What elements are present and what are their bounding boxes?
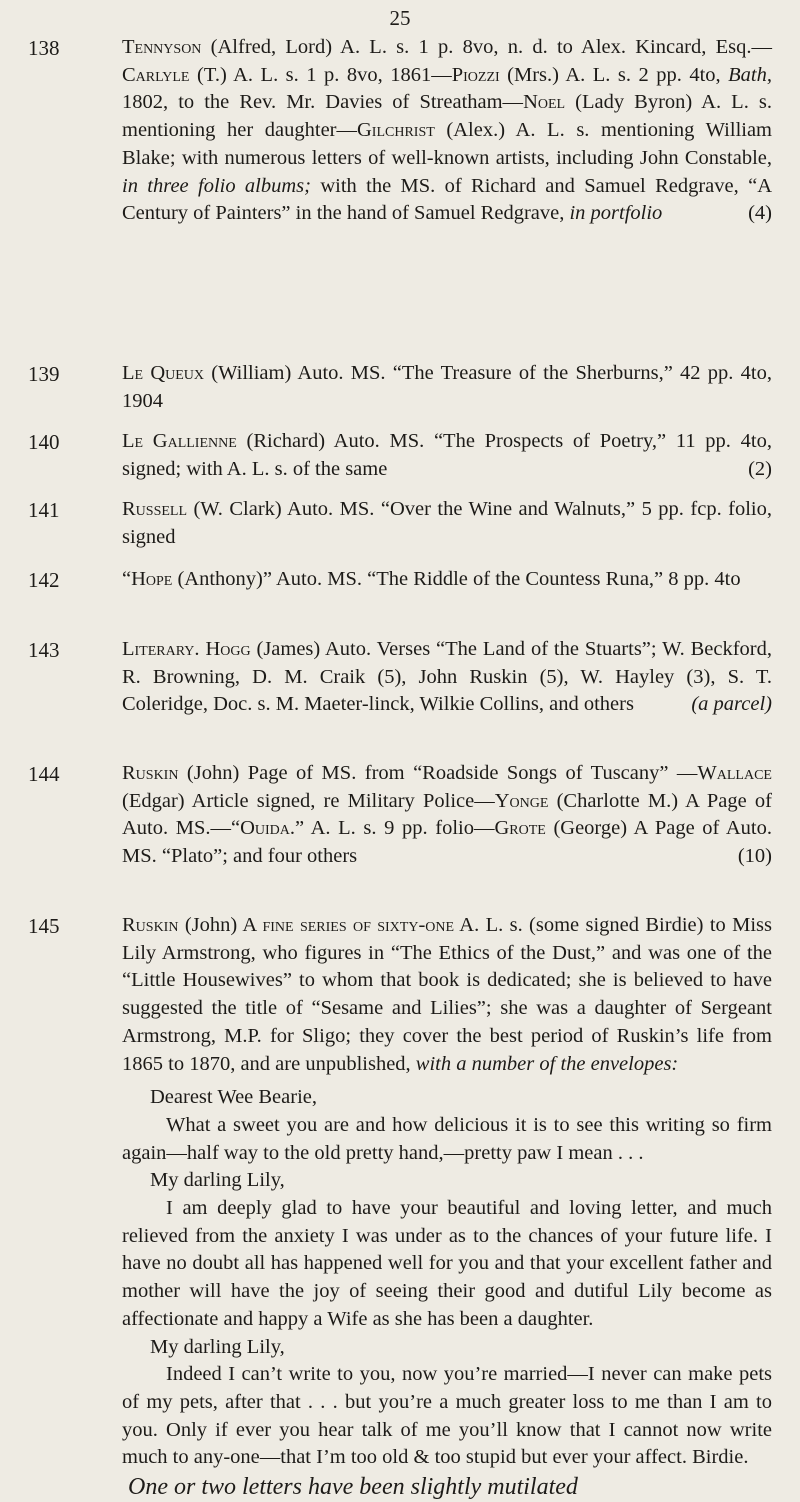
entry-description: Le Gallienne (Richard) Auto. MS. “The Prospects of Poetry,” 11 pp. 4to, signed; with A. L. s. of the same (2): [122, 428, 772, 483]
section-heading: Literary.: [122, 638, 200, 660]
author-name: Tennyson: [122, 36, 202, 58]
entry-description: Ruskin (John) A fine series of sixty-one A. L. s. (some signed Birdie) to Miss Lily Armstrong, who figures in “The Ethics of the Dust,” and was one of the “Little Housewives” to whom that book is dedicated; she is believed to have suggested the title of “Sesame and Lilies”; she was a daughter of Sergeant Armstrong, M.P. for Sligo; they cover the best period of Ruskin’s life from 1865 to 1870, and are unpublished, with a number of the envelopes: Dearest Wee Bearie, What a sweet you are and how delicious it is to see this writing so firm again—half way to the old pretty hand,—pretty paw I mean . . . My darling Lily, I am deeply glad to have your beautiful and loving letter, and much relieved from the anxiety I was under as to the chances of your future life. I have no doubt all has happened well for you and that your excellent father and mother will have the joy of seeing their good and dutiful Lily become as affectionate and happy a Wife as she has been a daughter. My darling Lily, Indeed I can’t write to you, now you’re married—I never can make pets of my pets, after that . . . but you’re a much greater loss to me than I am to you. Only if ever you hear talk of me you’ll know that I cannot now write much to any-one—that I’m too old & too stupid but ever your affect. Birdie. One or two letters have been slightly mutilated: [122, 914, 772, 1501]
lot-number: 143: [28, 638, 60, 662]
quantity: (4): [748, 202, 772, 225]
author-name: Ruskin: [122, 914, 179, 936]
entry-description: Tennyson (Alfred, Lord) A. L. s. 1 p. 8vo, n. d. to Alex. Kincard, Esq.—Carlyle (T.) A. L. s. 1 p. 8vo, 1861—Piozzi (Mrs.) A. L. s. 2 pp. 4to, Bath, 1802, to the Rev. Mr. Davies of Streatham—Noel (Lady Byron) A. L. s. mentioning her daughter—Gilchrist (Alex.) A. L. s. mentioning William Blake; with numerous letters of well-known artists, including John Constable, in three folio albums; with the MS. of Richard and Samuel Redgrave, “A Century of Painters” in the hand of Samuel Redgrave, in portfolio (4): [122, 34, 772, 228]
author-name: Le Gallienne: [122, 430, 237, 452]
condition-note: One or two letters have been slightly mutilated: [128, 1474, 578, 1501]
entry-description: Ruskin (John) Page of MS. from “Roadside Songs of Tuscany” —Wallace (Edgar) Article signed, re Military Police—Yonge (Charlotte M.) A Page of Auto. MS.—“Ouida.” A. L. s. 9 pp. folio—Grote (George) A Page of Auto. MS. “Plato”; and four others (10): [122, 760, 772, 871]
lot-number: 138: [28, 36, 60, 60]
entry-description: “Hope (Anthony)” Auto. MS. “The Riddle of the Countess Runa,” 8 pp. 4to: [122, 568, 741, 590]
letter-excerpt: Indeed I can’t write to you, now you’re married—I never can make pets of my pets, after that . . . but you’re a much greater loss to me than I am to you. Only if ever you hear talk of me you’ll know that I cannot now write much to any-one—that I’m too old & too stupid but ever your affect. Birdie.: [122, 1363, 772, 1469]
quantity: (10): [737, 845, 772, 868]
entry-description: Literary. Hogg (James) Auto. Verses “The Land of the Stuarts”; W. Beckford, R. Browning, D. M. Craik (5), John Ruskin (5), W. Hayley (3), S. T. Coleridge, Doc. s. M. Maeter-linck, Wilkie Collins, and others (a parcel): [122, 636, 772, 719]
quantity: (a parcel): [691, 693, 772, 716]
letter-salutation: My darling Lily,: [150, 1169, 285, 1192]
quantity: (2): [748, 457, 772, 480]
page-number: 25: [389, 6, 411, 30]
author-name: “Hope: [122, 568, 173, 590]
lot-number: 140: [28, 430, 60, 454]
letter-salutation: My darling Lily,: [150, 1335, 285, 1358]
lot-number: 141: [28, 498, 60, 522]
letter-excerpt: What a sweet you are and how delicious it is to see this writing so firm again—half way to the old pretty hand,—pretty paw I mean . . .: [122, 1113, 772, 1164]
lot-number: 145: [28, 914, 60, 938]
entry-description: Russell (W. Clark) Auto. MS. “Over the Wine and Walnuts,” 5 pp. fcp. folio, signed: [122, 498, 772, 548]
letter-salutation: Dearest Wee Bearie,: [150, 1086, 318, 1109]
lot-number: 144: [28, 762, 60, 786]
author-name: Hogg: [205, 638, 251, 660]
author-name: Ruskin: [122, 762, 179, 784]
entry-description: Le Queux (William) Auto. MS. “The Treasure of the Sherburns,” 42 pp. 4to, 1904: [122, 362, 772, 412]
letter-excerpt: I am deeply glad to have your beautiful and loving letter, and much relieved from the anxiety I was under as to the chances of your future life. I have no doubt all has happened well for you and that your excellent father and mother will have the joy of seeing their good and dutiful Lily become as affectionate and happy a Wife as she has been a daughter.: [122, 1197, 772, 1330]
author-name: Russell: [122, 498, 188, 520]
lot-number: 139: [28, 362, 60, 386]
lot-number: 142: [28, 568, 60, 592]
author-name: Le Queux: [122, 362, 205, 384]
